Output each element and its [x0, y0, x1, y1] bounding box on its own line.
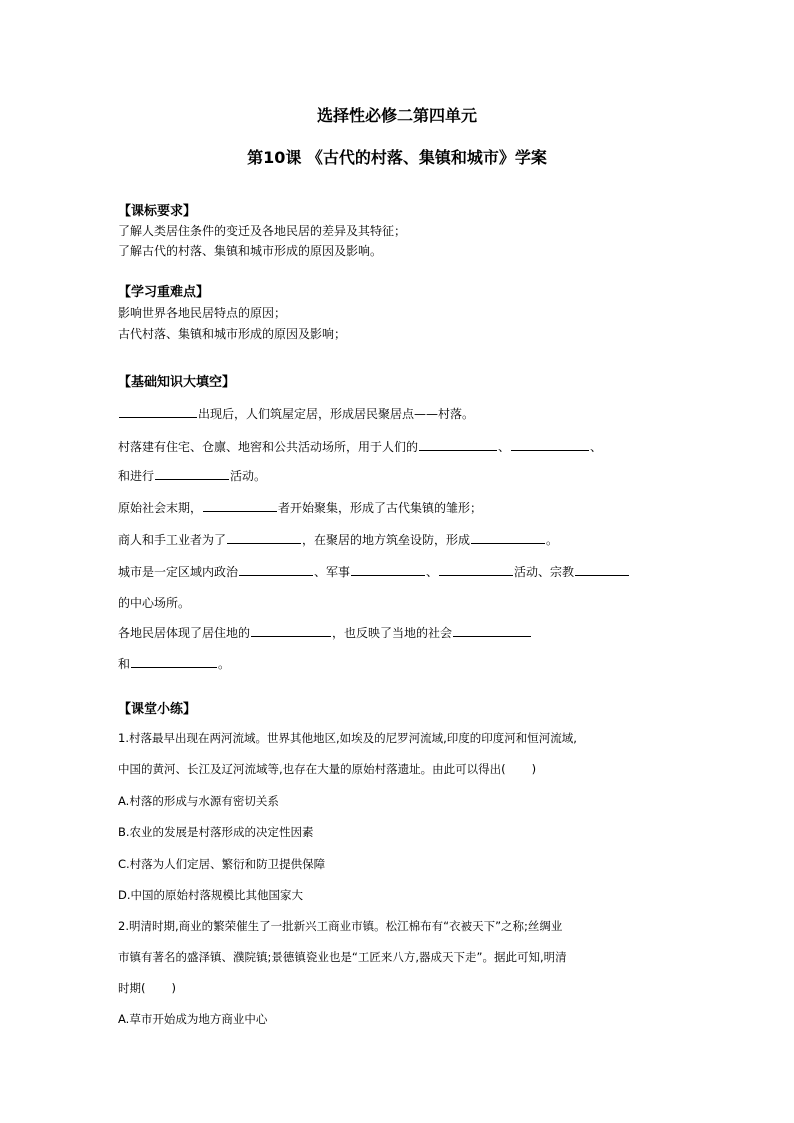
answer-blank[interactable] [453, 624, 531, 637]
answer-blank[interactable] [203, 499, 277, 512]
answer-blank[interactable] [227, 531, 301, 544]
fill-line-7: 的中心场所。 [118, 596, 191, 610]
question-1-line-2: 中国的黄河、长江及辽河流域等,也存在大量的原始村落遗址。由此可以得出( ) [118, 762, 537, 776]
question-1-option-a: A.村落的形成与水源有密切关系 [118, 794, 279, 808]
fill-line-1: 出现后，人们筑屋定居，形成居民聚居点——村落。 [118, 405, 474, 423]
unit-title: 选择性必修二第四单元 [316, 106, 477, 125]
curriculum-line-2: 了解古代的村落、集镇和城市形成的原因及影响。 [118, 244, 383, 258]
answer-blank[interactable] [419, 438, 497, 451]
question-2-line-1: 2.明清时期,商业的繁荣催生了一批新兴工商业市镇。松江棉布有“衣被天下”之称;丝绸业 [118, 919, 563, 933]
key-points-line-2: 古代村落、集镇和城市形成的原因及影响； [118, 327, 347, 341]
answer-blank[interactable] [119, 405, 197, 418]
answer-blank[interactable] [239, 563, 313, 576]
answer-blank[interactable] [575, 563, 629, 576]
curriculum-line-1: 了解人类居住条件的变迁及各地民居的差异及其特征； [118, 224, 407, 238]
answer-blank[interactable] [439, 563, 513, 576]
question-1-option-c: C.村落为人们定居、繁衍和防卫提供保障 [118, 857, 326, 871]
question-1-option-d: D.中国的原始村落规模比其他国家大 [118, 888, 304, 902]
fill-line-9: 和 。 [118, 657, 231, 671]
fill-blanks-heading: 【基础知识大填空】 [118, 375, 236, 390]
key-points-line-1: 影响世界各地民居特点的原因； [118, 306, 287, 320]
curriculum-heading: 【课标要求】 [118, 204, 197, 219]
question-1-option-b: B.农业的发展是村落形成的决定性因素 [118, 825, 314, 839]
fill-line-5: 商人和手工业者为了 ，在聚居的地方筑垒设防，形成 。 [118, 533, 559, 547]
fill-line-4: 原始社会末期， 者开始聚集，形成了古代集镇的雏形； [118, 501, 483, 515]
fill-line-2: 村落建有住宅、仓廪、地窖和公共活动场所，用于人们的 、 、 [118, 440, 603, 454]
answer-blank[interactable] [251, 624, 331, 637]
question-2-line-2: 市镇有著名的盛泽镇、濮院镇;景德镇瓷业也是“工匠来八方,器成天下走”。据此可知,明清 [118, 950, 567, 964]
fill-line-8: 各地民居体现了居住地的 ，也反映了当地的社会 [118, 624, 532, 642]
answer-blank[interactable] [155, 467, 229, 480]
answer-blank[interactable] [131, 655, 217, 668]
question-2-line-3: 时期( ) [118, 981, 176, 995]
question-1-line-1: 1.村落最早出现在两河流域。世界其他地区,如埃及的尼罗河流域,印度的印度河和恒河流域, [118, 731, 577, 745]
practice-heading: 【课堂小练】 [118, 702, 197, 717]
fill-line-6: 城市是一定区域内政治 、军事 、 活动、宗教 [118, 563, 630, 581]
lesson-title: 第10课 《古代的村落、集镇和城市》学案 [247, 148, 547, 167]
answer-blank[interactable] [471, 531, 545, 544]
fill-line-3: 和进行 活动。 [118, 469, 267, 483]
key-points-heading: 【学习重难点】 [118, 285, 210, 300]
answer-blank[interactable] [511, 438, 589, 451]
question-2-option-a: A.草市开始成为地方商业中心 [118, 1012, 268, 1026]
answer-blank[interactable] [351, 563, 425, 576]
